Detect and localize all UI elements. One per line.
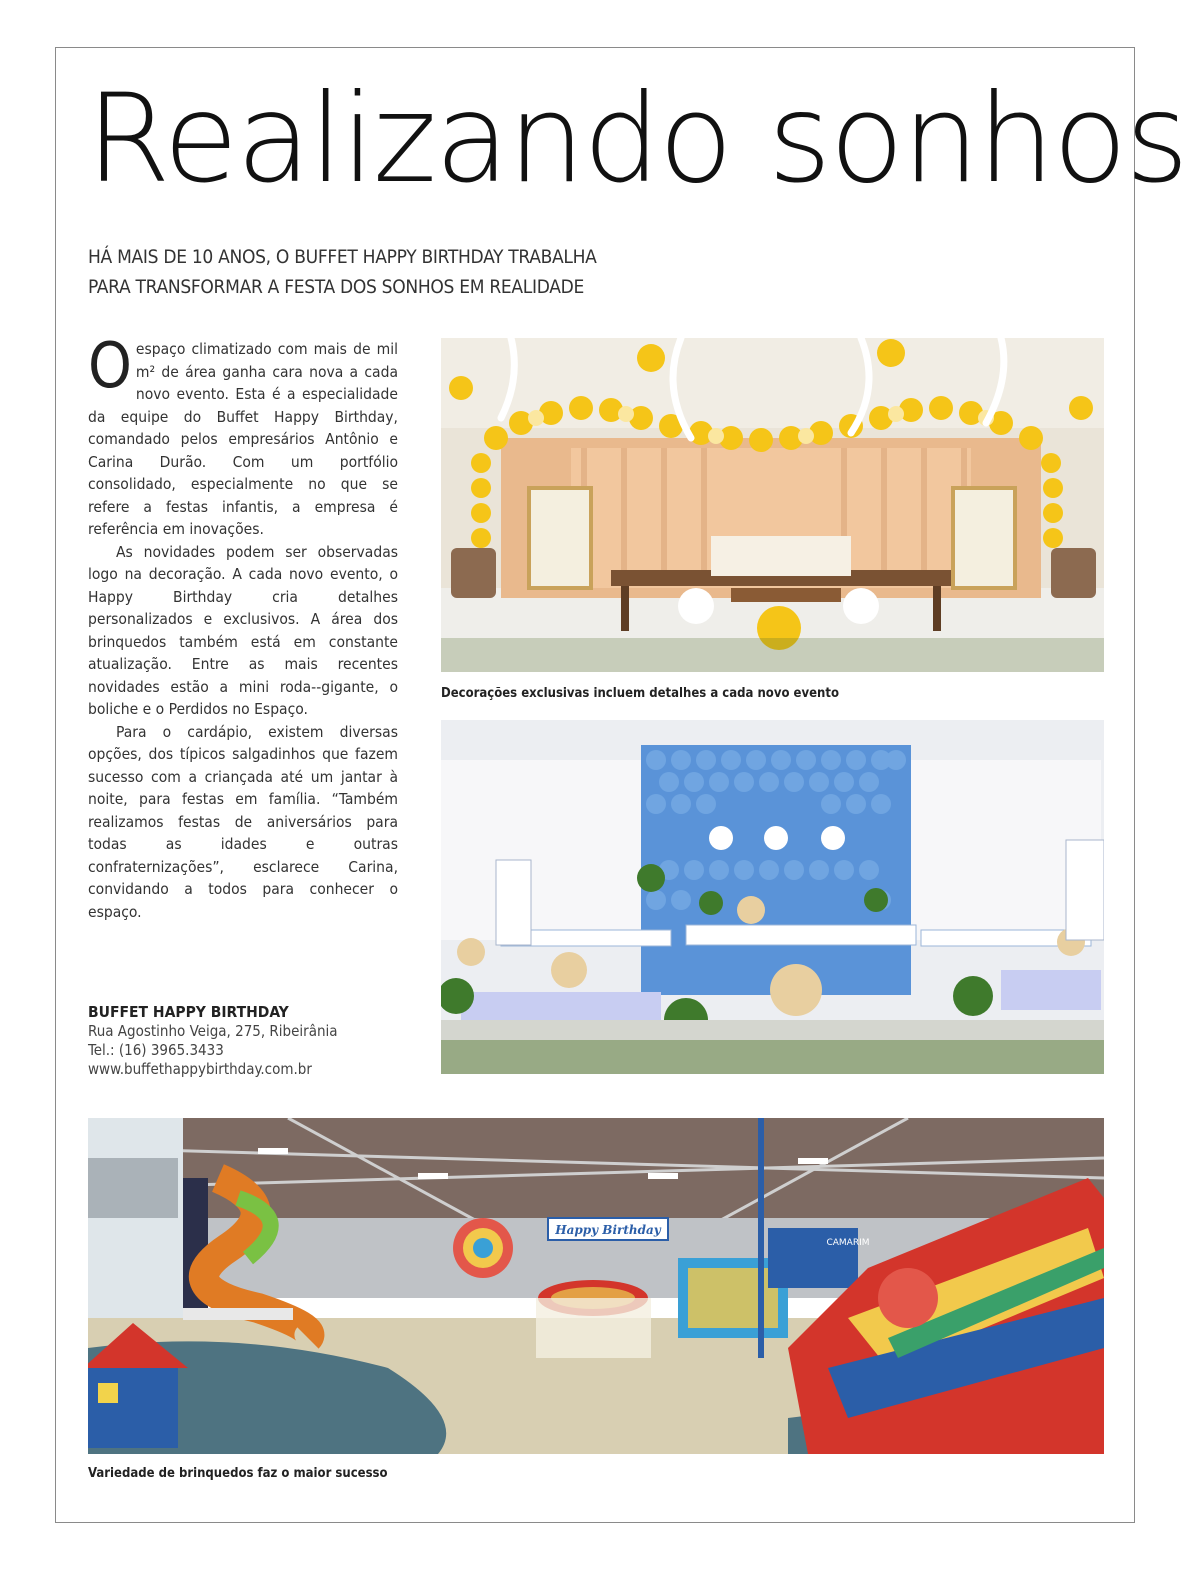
paragraph-2: As novidades podem ser observadas logo na decoração. A cada novo evento, o Happy Birthday cria detalhes personalizados e exclusivos. A área dos brinquedos também está em constante atualização. Entre as mais recentes novidades estão a mini roda--gigante, o boliche e o Perdidos no Espaço. (88, 542, 398, 718)
camarim-sign: CAMARIM (826, 1238, 870, 1248)
contact-phone: Tel.: (16) 3965.3433 (88, 1041, 224, 1059)
subtitle-line-1: HÁ MAIS DE 10 ANOS, O BUFFET HAPPY BIRTHDAY TRABALHA (88, 246, 597, 268)
photo-playground (88, 1118, 1104, 1454)
contact-block (88, 1003, 408, 1079)
photo-blue-decoration (441, 720, 1104, 1074)
playground-sign: Happy Birthday (555, 1223, 661, 1237)
photo-yellow-decoration (441, 338, 1104, 672)
caption-yellow-decoration: Decorações exclusivas incluem detalhes a cada novo evento (441, 686, 839, 701)
contact-name: BUFFET HAPPY BIRTHDAY (88, 1003, 289, 1021)
subtitle-line-2: PARA TRANSFORMAR A FESTA DOS SONHOS EM REALIDADE (88, 276, 585, 298)
drop-cap: O (88, 329, 132, 402)
paragraph-1 (88, 329, 398, 541)
article-body (88, 329, 398, 923)
caption-playground: Variedade de brinquedos faz o maior sucesso (88, 1466, 388, 1481)
article-title: Realizando sonhos (86, 68, 1187, 210)
paragraph-1-text: espaço climatizado com mais de mil m² de área ganha cara nova a cada novo evento. Esta é a especialidade da equipe do Buffet Happy Birthday, comandado pelos empresários Antônio e Carina Durão. Com um portfólio consolidado, especialmente no que se refere a festas infantis, a empresa é referência em inovações. (88, 340, 398, 538)
paragraph-3: Para o cardápio, existem diversas opções, dos típicos salgadinhos que fazem sucesso com a criançada até um jantar à noite, para festas em família. “Também realizamos festas de aniversários para todas as idades e outras confraternizações”, esclarece Carina, convidando a todos para conhecer o espaço. (88, 722, 398, 921)
contact-website[interactable]: www.buffethappybirthday.com.br (88, 1060, 312, 1078)
article-subtitle (88, 242, 788, 302)
contact-address: Rua Agostinho Veiga, 275, Ribeirânia (88, 1022, 338, 1040)
